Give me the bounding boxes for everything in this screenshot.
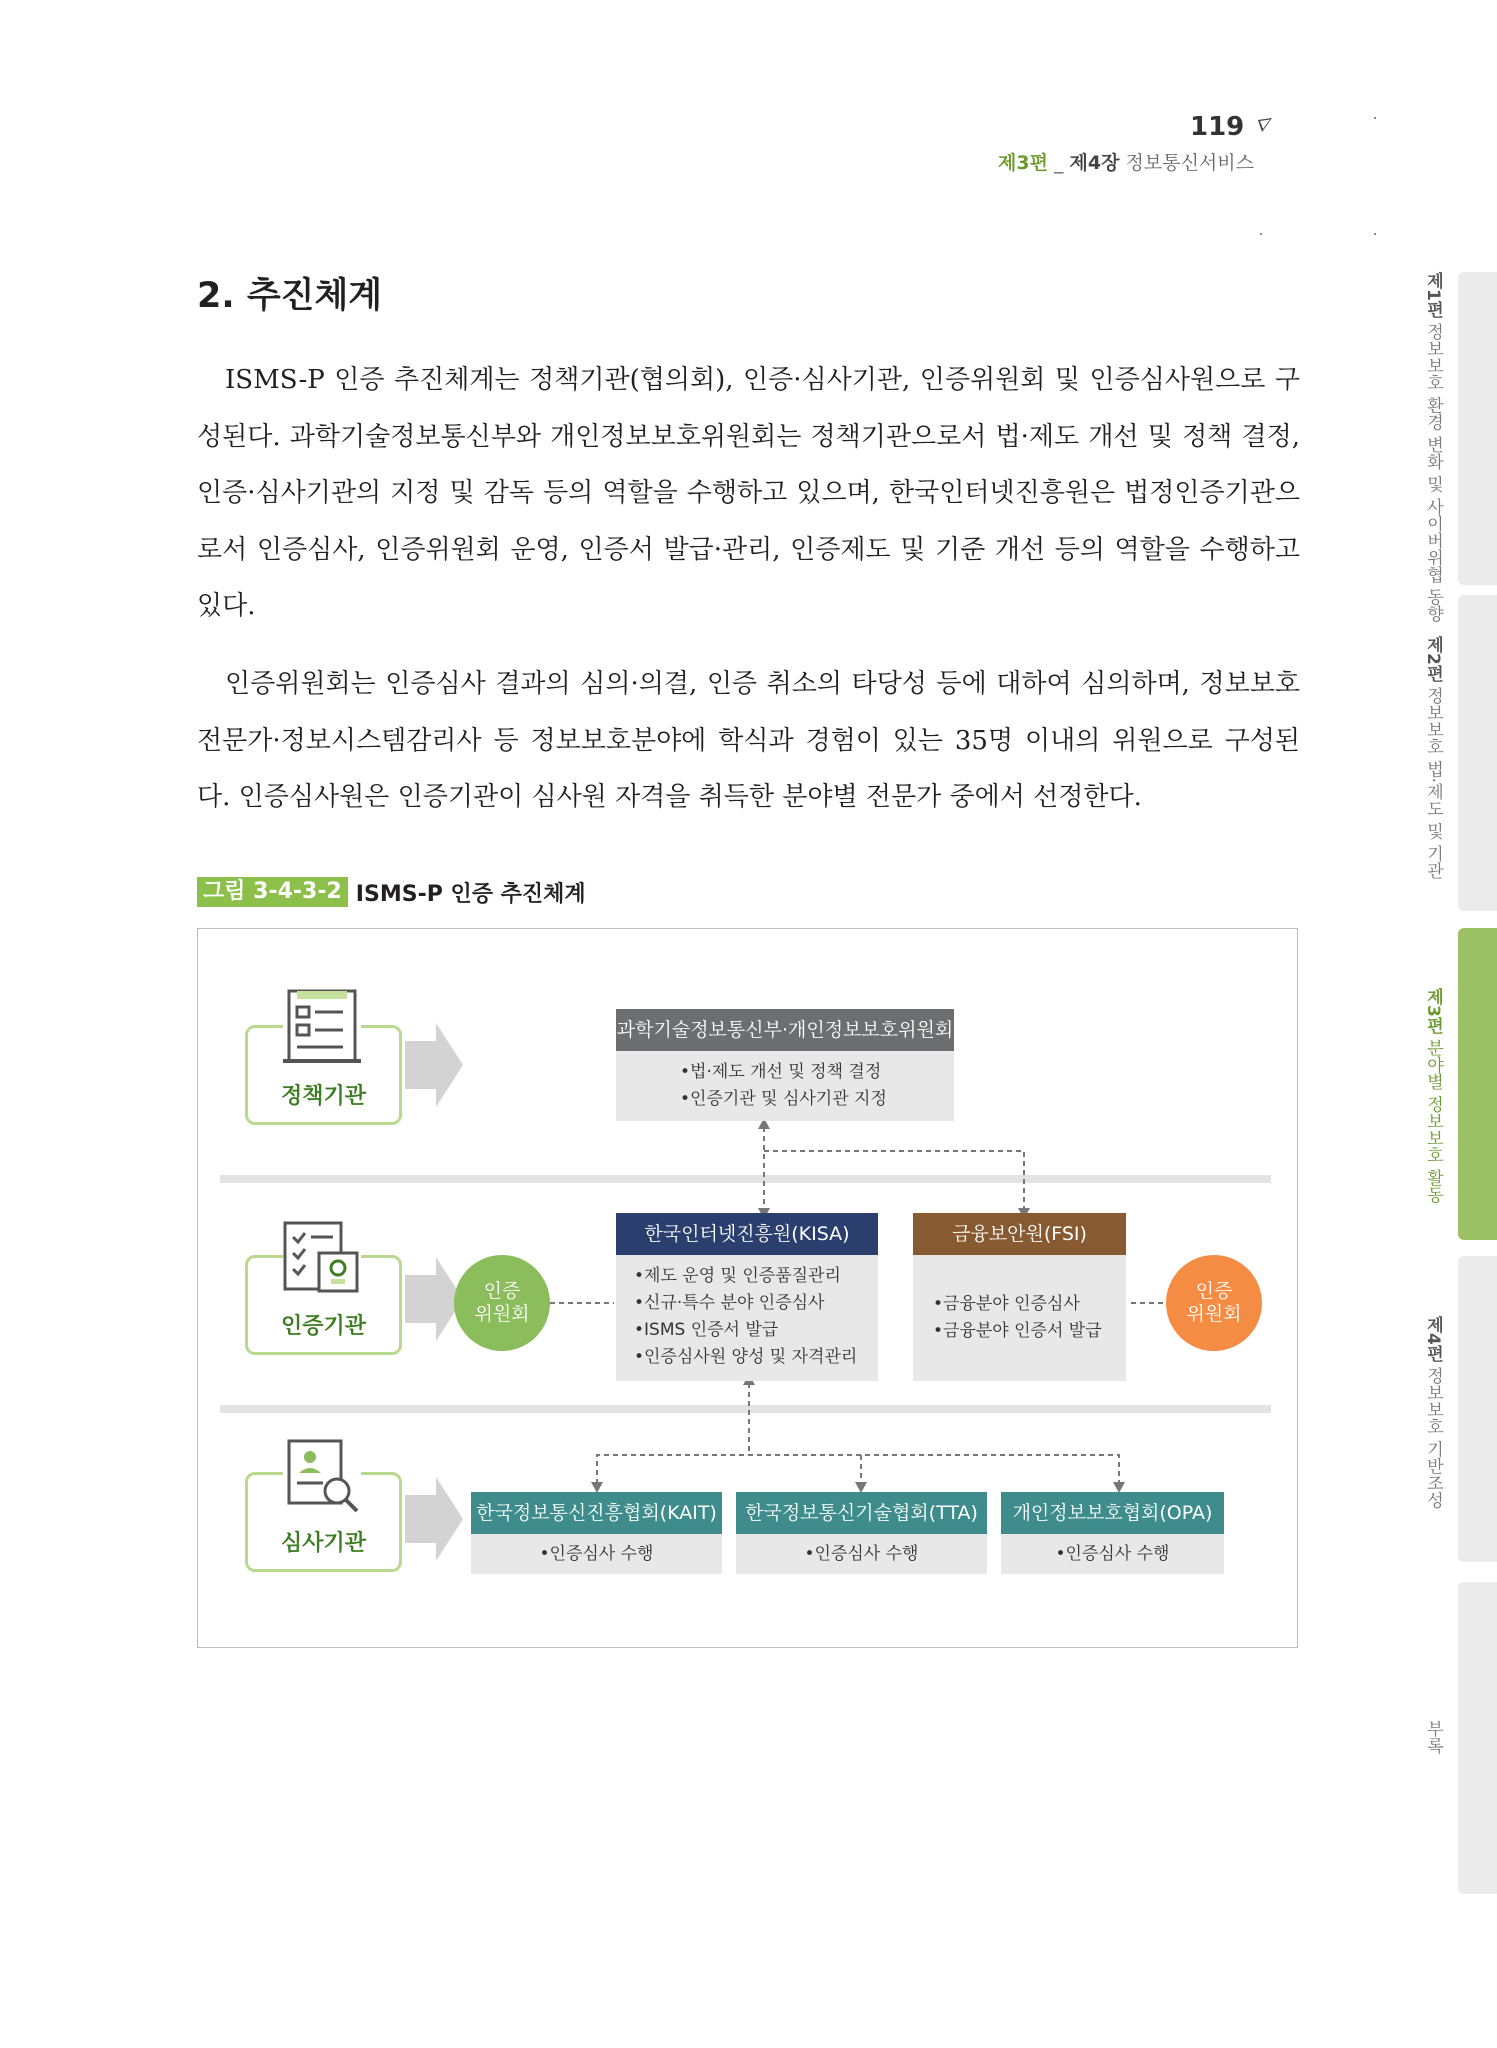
figure-caption	[197, 876, 586, 908]
auditor-kait-body	[471, 1534, 722, 1574]
auditor-opa-item: •인증심사 수행	[1055, 1544, 1170, 1564]
auditor-opa-header: 개인정보보호협회(OPA)	[1001, 1492, 1224, 1534]
auditor-tta-body	[736, 1534, 987, 1574]
page-corner-mark-icon	[1258, 118, 1272, 132]
kisa-item: •제도 운영 및 인증품질관리	[634, 1266, 841, 1286]
side-tab-part1[interactable]	[1458, 272, 1497, 585]
side-tab-label-part2: 제2편 정보보호 법·제도 및 기관	[1423, 636, 1443, 879]
running-chapter-title: 정보통신서비스	[1119, 152, 1254, 174]
committee-right-line2: 위원회	[1186, 1303, 1242, 1325]
role-audit-label: 심사기관	[280, 1531, 366, 1556]
print-mark	[1374, 233, 1376, 235]
kisa-body	[616, 1255, 878, 1381]
auditor-kait-item: •인증심사 수행	[539, 1544, 654, 1564]
side-tab-part3[interactable]	[1458, 928, 1497, 1240]
side-tab-label-appendix: 부록	[1423, 1720, 1443, 1754]
page-number: 119	[1190, 112, 1245, 142]
kisa-header: 한국인터넷진흥원(KISA)	[616, 1213, 878, 1255]
document-list-icon	[283, 987, 361, 1065]
fsi-body	[913, 1255, 1126, 1381]
print-mark	[1260, 233, 1262, 235]
figure-title: ISMS-P 인증 추진체계	[355, 881, 586, 907]
kisa-item: •신규·특수 분야 인증심사	[634, 1293, 825, 1313]
fsi-item: •금융분야 인증서 발급	[933, 1321, 1102, 1341]
committee-left-line1: 인증	[483, 1280, 521, 1302]
isms-p-structure-diagram	[197, 928, 1298, 1648]
committee-right-line1: 인증	[1195, 1280, 1233, 1302]
running-separator: _	[1047, 152, 1070, 174]
running-header	[998, 148, 1254, 175]
side-tab-label-part4: 제4편 정보보호 기반조성	[1423, 1316, 1443, 1509]
figure-number: 그림 3-4-3-2	[197, 877, 348, 907]
section-title: 2. 추진체계	[197, 276, 383, 316]
print-mark	[1374, 117, 1376, 119]
kisa-item: •인증심사원 양성 및 자격관리	[634, 1347, 858, 1367]
auditor-tta-item: •인증심사 수행	[804, 1544, 919, 1564]
role-certification-label: 인증기관	[280, 1314, 366, 1339]
committee-left-line2: 위원회	[474, 1303, 530, 1325]
body-paragraph: ISMS-P 인증 추진체계는 정책기관(협의회), 인증·심사기관, 인증위원회 및 인증심사원으로 구성된다. 과학기술정보통신부와 개인정보보호위원회는 정책기관으로서 법·제도 개선 및 정책 결정, 인증·심사기관의 지정 및 감독 등의 역할을 수행하고 있으며, 한국인터넷진흥원은 법정인증기관으로서 인증심사, 인증위원회 운영, 인증서 발급·관리, 인증제도 및 기준 개선 등의 역할을 수행하고 있다.	[197, 365, 1300, 621]
policy-item: •법·제도 개선 및 정책 결정	[680, 1062, 882, 1082]
policy-item: •인증기관 및 심사기관 지정	[680, 1089, 887, 1109]
committee-left-circle	[454, 1255, 550, 1351]
side-tab-label-part1: 제1편 정보보호 환경 변화 및 사이버위협 동향	[1423, 272, 1443, 623]
running-chapter: 제4장	[1069, 152, 1120, 174]
role-policy-label: 정책기관	[280, 1084, 366, 1109]
side-tab-label-part3: 제3편 분야별 정보보호 활동	[1423, 988, 1443, 1204]
side-tab-part2[interactable]	[1458, 595, 1497, 911]
side-tab-appendix[interactable]	[1458, 1582, 1497, 1894]
document-magnifier-icon	[283, 1437, 361, 1515]
kisa-item: •ISMS 인증서 발급	[634, 1320, 779, 1340]
side-tab-part4[interactable]	[1458, 1256, 1497, 1562]
committee-right-circle	[1166, 1255, 1262, 1351]
body-paragraph: 인증위원회는 인증심사 결과의 심의·의결, 인증 취소의 타당성 등에 대하여 심의하며, 정보보호 전문가·정보시스템감리사 등 정보보호분야에 학식과 경험이 있는 35명 이내의 위원으로 구성된다. 인증심사원은 인증기관이 심사원 자격을 취득한 분야별 전문가 중에서 선정한다.	[197, 669, 1300, 812]
fsi-item: •금융분야 인증심사	[933, 1294, 1080, 1314]
policy-org-body	[616, 1051, 954, 1121]
running-part: 제3편	[998, 152, 1048, 174]
checklist-certificate-icon	[283, 1219, 361, 1297]
auditor-kait-header: 한국정보통신진흥협회(KAIT)	[471, 1492, 722, 1534]
auditor-opa-body	[1001, 1534, 1224, 1574]
fsi-header: 금융보안원(FSI)	[913, 1213, 1126, 1255]
auditor-tta-header: 한국정보통신기술협회(TTA)	[736, 1492, 987, 1534]
policy-org-header: 과학기술정보통신부·개인정보보호위원회	[616, 1009, 954, 1051]
